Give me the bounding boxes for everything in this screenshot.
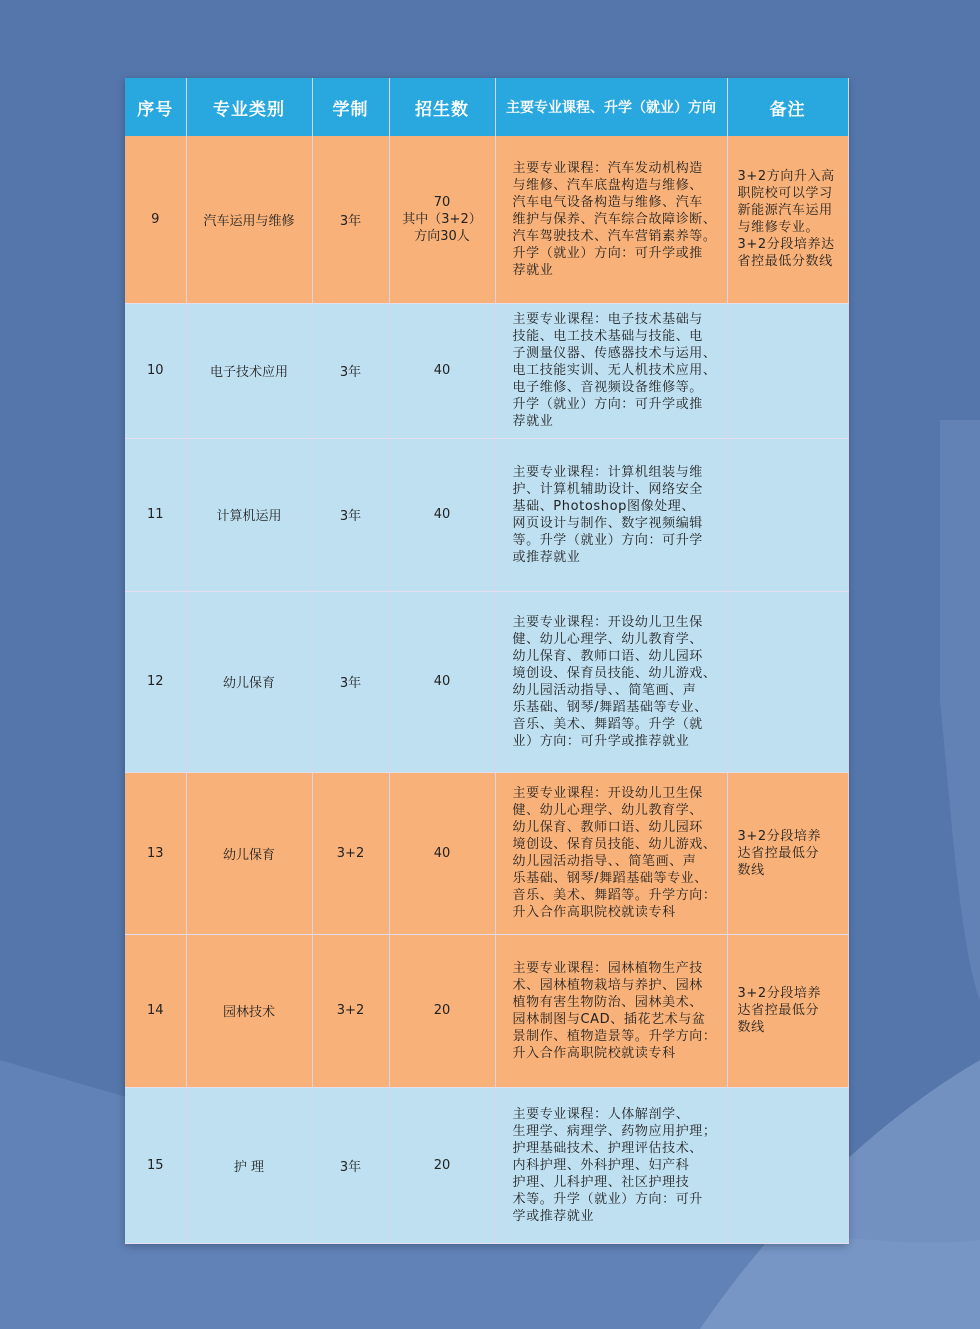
- cell-note-line: 3+2分段培养: [737, 986, 822, 1001]
- cell-enroll: [389, 136, 495, 303]
- table-row: [125, 772, 848, 934]
- cell-duration: 3+2: [312, 934, 389, 1087]
- cell-duration: 3年: [312, 303, 389, 438]
- cell-seq: 10: [125, 303, 186, 438]
- cell-note: [727, 934, 848, 1087]
- header-seq: 序号: [125, 78, 186, 136]
- cell-major: 护 理: [186, 1087, 312, 1243]
- cell-enroll: [389, 1087, 495, 1243]
- cell-major: 电子技术应用: [186, 303, 312, 438]
- cell-course-line: 境创设、保育员技能、幼儿游戏、: [512, 665, 717, 681]
- cell-course: [495, 438, 727, 591]
- cell-note: [727, 591, 848, 772]
- cell-course-line: 景制作、植物造景等。升学方向：: [512, 1028, 717, 1044]
- table-row: [125, 136, 848, 303]
- cell-course-line: 生理学、病理学、药物应用护理；: [512, 1123, 717, 1139]
- cell-course-line: 主要专业课程：电子技术基础与: [512, 312, 703, 327]
- cell-seq: 11: [125, 438, 186, 591]
- cell-course-line: 园林制图与CAD、插花艺术与盆: [512, 1011, 706, 1027]
- cell-course-line: 幼儿园活动指导、、简笔画、声: [512, 854, 697, 869]
- table-row: [125, 934, 848, 1087]
- table-row: [125, 303, 848, 438]
- table-header-row: [125, 78, 848, 136]
- cell-enroll: [389, 438, 495, 591]
- cell-enroll-line: 40: [433, 674, 451, 689]
- cell-note-line: 3+2分段培养达: [737, 237, 835, 253]
- cell-major: 计算机运用: [186, 438, 312, 591]
- cell-course-line: 健、幼儿心理学、幼儿教育学、: [512, 631, 703, 647]
- table-row: [125, 438, 848, 591]
- cell-note-line: 达省控最低分: [737, 845, 820, 861]
- cell-seq: 9: [125, 136, 186, 303]
- cell-course-line: 电工技能实训、无人机技术应用、: [512, 363, 717, 378]
- cell-note-line: 省控最低分数线: [737, 254, 833, 270]
- cell-major: 汽车运用与维修: [186, 136, 312, 303]
- enrollment-table: [125, 78, 849, 1244]
- cell-course-line: 等。升学（就业）方向：可升学: [512, 532, 703, 548]
- cell-seq: 14: [125, 934, 186, 1087]
- header-note: 备注: [727, 78, 848, 136]
- cell-note-line: 3+2方向升入高: [737, 169, 835, 185]
- cell-course: [495, 772, 727, 934]
- cell-course-line: 荐就业: [512, 262, 554, 278]
- header-major: 专业类别: [186, 78, 312, 136]
- cell-duration: 3年: [312, 136, 389, 303]
- cell-duration: 3+2: [312, 772, 389, 934]
- cell-course-line: 健、幼儿心理学、幼儿教育学、: [512, 803, 703, 818]
- cell-enroll-line: 20: [433, 1157, 451, 1173]
- cell-major: 幼儿保育: [186, 591, 312, 772]
- cell-course-line: 子测量仪器、传感器技术与运用、: [512, 346, 717, 361]
- cell-course-line: 术等。升学（就业）方向：可升: [512, 1191, 703, 1207]
- cell-duration: 3年: [312, 1087, 389, 1243]
- table-row: [125, 591, 848, 772]
- cell-course-line: 幼儿保育、教师口语、幼儿园环: [512, 820, 703, 835]
- cell-course-line: 升学（就业）方向：可升学或推: [512, 245, 703, 261]
- cell-course-line: 植物有害生物防治、园林美术、: [512, 994, 703, 1010]
- cell-course-line: 与维修、汽车底盘构造与维修、: [512, 177, 703, 193]
- header-duration: 学制: [312, 78, 389, 136]
- cell-note: [727, 438, 848, 591]
- cell-seq: 15: [125, 1087, 186, 1243]
- table-body: [125, 136, 848, 1243]
- cell-major: 幼儿保育: [186, 772, 312, 934]
- cell-course-line: 乐基础、钢琴/舞蹈基础等专业、: [512, 699, 708, 715]
- cell-course-line: 术、园林植物栽培与养护、园林: [512, 977, 703, 993]
- header-enroll: 招生数: [389, 78, 495, 136]
- cell-course-line: 业）方向：可升学或推荐就业: [512, 733, 690, 749]
- cell-course-line: 护理基础技术、护理评估技术、: [512, 1140, 703, 1156]
- cell-note-line: 数线: [737, 862, 765, 878]
- cell-seq: 12: [125, 591, 186, 772]
- cell-enroll: [389, 772, 495, 934]
- cell-course-line: 主要专业课程：开设幼儿卫生保: [512, 786, 703, 801]
- cell-course-line: 汽车驾驶技术、汽车营销素养等。: [512, 228, 717, 244]
- cell-enroll-line: 20: [433, 1003, 451, 1018]
- cell-course-line: 学或推荐就业: [512, 1208, 595, 1224]
- cell-note-line: 与维修专业。: [737, 220, 820, 236]
- cell-note: [727, 303, 848, 438]
- cell-course-line: 升学（就业）方向：可升学或推: [512, 397, 703, 412]
- cell-enroll-line: 方向30人: [414, 228, 470, 244]
- cell-course-line: 主要专业课程：园林植物生产技: [512, 960, 703, 976]
- cell-seq: 13: [125, 772, 186, 934]
- cell-course-line: 基础、Photoshop图像处理、: [512, 498, 696, 514]
- cell-duration: 3年: [312, 591, 389, 772]
- cell-course-line: 幼儿园活动指导、、简笔画、声: [512, 682, 697, 698]
- cell-course: [495, 303, 727, 438]
- cell-course-line: 维护与保养、汽车综合故障诊断、: [512, 211, 717, 227]
- cell-course-line: 荐就业: [512, 414, 554, 429]
- cell-enroll: [389, 934, 495, 1087]
- cell-course-line: 或推荐就业: [512, 549, 581, 565]
- cell-enroll-line: 40: [433, 363, 451, 378]
- cell-course-line: 音乐、美术、舞蹈等。升学（就: [512, 716, 703, 732]
- cell-course-line: 主要专业课程：开设幼儿卫生保: [512, 614, 703, 630]
- cell-course-line: 技能、电工技术基础与技能、电: [512, 329, 703, 344]
- cell-major: 园林技术: [186, 934, 312, 1087]
- cell-course: [495, 136, 727, 303]
- cell-course-line: 护理、儿科护理、社区护理技: [512, 1174, 690, 1190]
- cell-enroll-line: 70: [433, 194, 451, 210]
- cell-note: [727, 1087, 848, 1243]
- cell-course-line: 内科护理、外科护理、妇产科: [512, 1157, 690, 1173]
- cell-course-line: 护、计算机辅助设计、网络安全: [512, 481, 703, 497]
- cell-course-line: 音乐、美术、舞蹈等。升学方向：: [512, 888, 717, 903]
- cell-course: [495, 591, 727, 772]
- cell-course-line: 境创设、保育员技能、幼儿游戏、: [512, 837, 717, 852]
- cell-course-line: 主要专业课程：汽车发动机构造: [512, 160, 703, 176]
- cell-course-line: 主要专业课程：计算机组装与维: [512, 464, 703, 480]
- cell-course-line: 升入合作高职院校就读专科: [512, 1045, 676, 1061]
- cell-course-line: 乐基础、钢琴/舞蹈基础等专业、: [512, 871, 708, 886]
- cell-enroll: [389, 303, 495, 438]
- cell-note-line: 达省控最低分: [737, 1003, 820, 1018]
- cell-note-line: 3+2分段培养: [737, 828, 822, 844]
- cell-enroll-line: 40: [433, 845, 451, 861]
- cell-course-line: 电子维修、音视频设备维修等。: [512, 380, 703, 395]
- enrollment-table-container: [125, 78, 848, 1244]
- cell-course-line: 汽车电气设备构造与维修、汽车: [512, 194, 703, 210]
- cell-note-line: 数线: [737, 1020, 765, 1035]
- cell-note-line: 新能源汽车运用: [737, 203, 833, 219]
- cell-note-line: 职院校可以学习: [737, 186, 833, 202]
- cell-course-line: 主要专业课程：人体解剖学、: [512, 1106, 690, 1122]
- table-row: [125, 1087, 848, 1243]
- cell-course-line: 幼儿保育、教师口语、幼儿园环: [512, 648, 703, 664]
- cell-note: [727, 772, 848, 934]
- header-course: 主要专业课程、升学（就业）方向: [495, 78, 727, 136]
- cell-course: [495, 1087, 727, 1243]
- cell-course-line: 网页设计与制作、数字视频编辑: [512, 515, 703, 531]
- cell-note: [727, 136, 848, 303]
- cell-course-line: 升入合作高职院校就读专科: [512, 905, 676, 920]
- cell-enroll-line: 其中（3+2）: [402, 211, 482, 227]
- cell-course: [495, 934, 727, 1087]
- cell-enroll-line: 40: [433, 507, 451, 522]
- cell-enroll: [389, 591, 495, 772]
- cell-duration: 3年: [312, 438, 389, 591]
